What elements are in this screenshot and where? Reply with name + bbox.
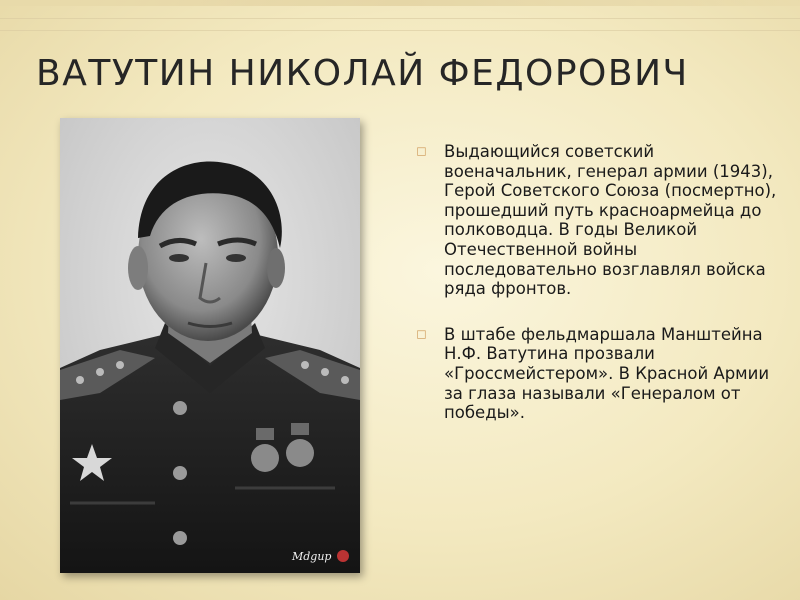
- portrait-photo-icon: [60, 118, 360, 573]
- portrait-photo: [60, 118, 360, 573]
- watermark-emblem-icon: [337, 550, 349, 562]
- bullet-item: [412, 142, 777, 299]
- bullet-text: Выдающийся советский военачальник, генерал армии (1943), Герой Советского Союза (посмертно), прошедший путь красноармейца до полководца. В годы Великой Отечественной войны последовательно возглавлял войска ряда фронтов.: [444, 142, 777, 299]
- slide-title: ВАТУТИН НИКОЛАЙ ФЕДОРОВИЧ: [36, 53, 689, 94]
- photo-watermark: Mdgup: [292, 550, 332, 563]
- decorative-top-bar: [0, 0, 800, 6]
- decorative-line: [0, 18, 800, 19]
- hollow-square-bullet-icon: ◻: [416, 144, 427, 159]
- bullet-item: [412, 325, 777, 423]
- hollow-square-bullet-icon: ◻: [416, 326, 427, 342]
- decorative-line: [0, 30, 800, 31]
- bullet-list: [412, 142, 777, 449]
- bullet-text: В штабе фельдмаршала Манштейна Н.Ф. Ватутина прозвали «Гроссмейстером». В Красной Армии за глаза называли «Генералом от победы».: [444, 324, 770, 423]
